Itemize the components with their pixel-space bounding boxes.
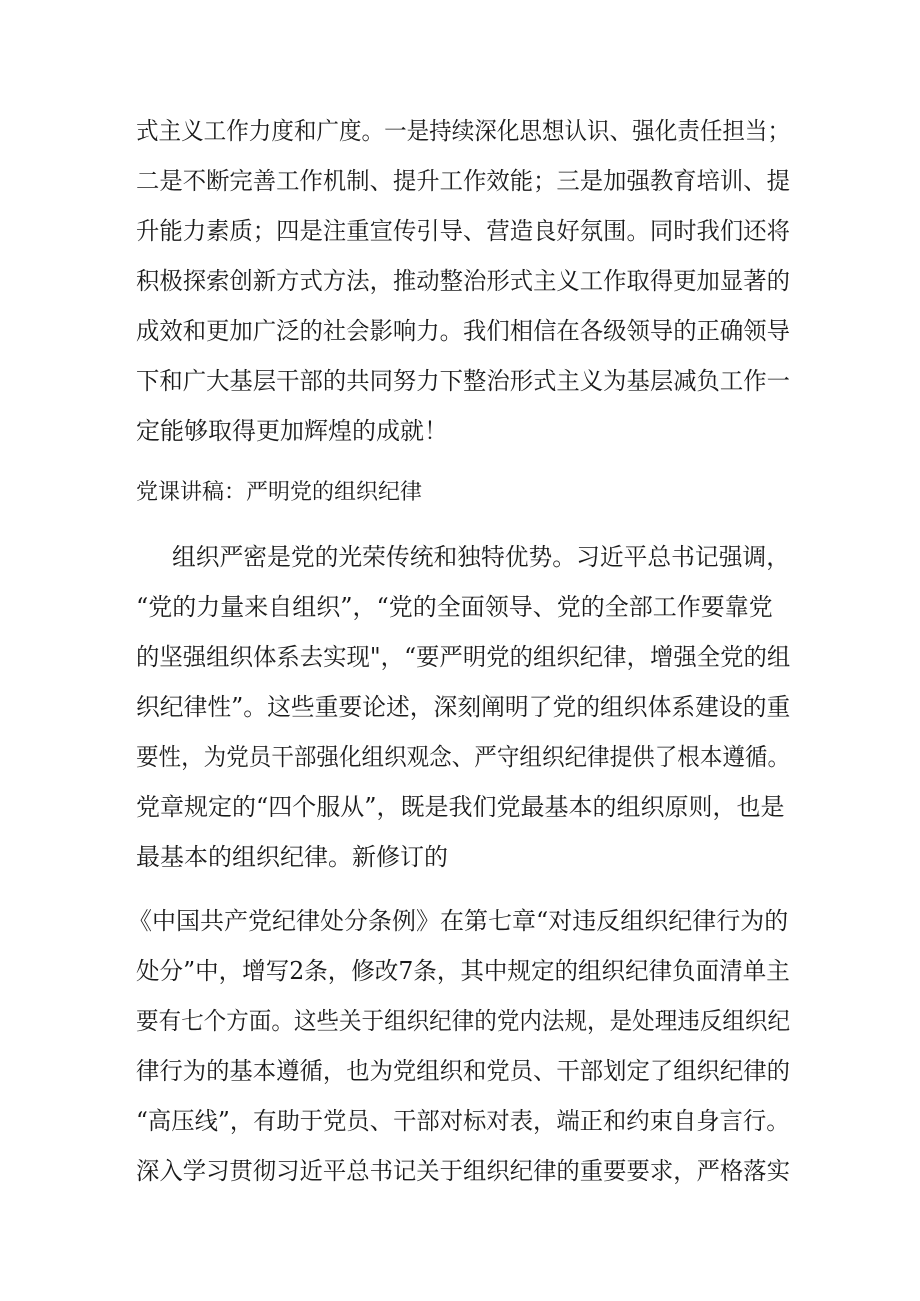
text-line: 要性，为党员干部强化组织观念、严守组织纪律提供了根本遵循。 — [136, 743, 791, 771]
text-line: 《中国共产党纪律处分条例》在第七章“对违反组织纪律行为的 — [128, 907, 789, 935]
text-line: 积极探索创新方式方法，推动整治形式主义工作取得更加显著的 — [136, 267, 790, 295]
text-line: 成效和更加广泛的社会影响力。我们相信在各级领导的正确领导 — [136, 317, 790, 345]
text-line: 党章规定的“四个服从”，既是我们党最基本的组织原则，也是 — [136, 793, 785, 821]
text-line: “高压线”，有助于党员、干部对标对表，端正和约束自身言行。 — [136, 1107, 790, 1135]
text-line: 最基本的组织纪律。新修订的 — [136, 843, 448, 871]
text-line: “党的力量来自组织”，“党的全面领导、党的全部工作要靠党 — [136, 593, 773, 621]
text-line: 处分”中，增写2条，修改7条，其中规定的组织纪律负面清单主 — [136, 957, 790, 985]
text-line: 定能够取得更加辉煌的成就！ — [136, 417, 448, 445]
section-title: 党课讲稿：严明党的组织纪律 — [136, 480, 423, 505]
text-line: 深入学习贯彻习近平总书记关于组织纪律的重要要求，严格落实 — [136, 1157, 790, 1185]
text-line: 律行为的基本遵循，也为党组织和党员、干部划定了组织纪律的 — [136, 1057, 790, 1085]
text-line: 组织严密是党的光荣传统和独特优势。习近平总书记强调， — [172, 543, 791, 571]
text-line: 的坚强组织体系去实现"，“要严明党的组织纪律，增强全党的组 — [136, 643, 791, 671]
text-line: 二是不断完善工作机制、提升工作效能；三是加强教育培训、提 — [136, 167, 790, 195]
text-line: 织纪律性”。这些重要论述，深刻阐明了党的组织体系建设的重 — [136, 693, 791, 721]
text-line: 下和广大基层干部的共同努力下整治形式主义为基层减负工作一 — [136, 367, 790, 395]
text-line: 要有七个方面。这些关于组织纪律的党内法规，是处理违反组织纪 — [136, 1007, 791, 1035]
text-line: 式主义工作力度和广度。一是持续深化思想认识、强化责任担当； — [136, 117, 791, 145]
text-line: 升能力素质；四是注重宣传引导、营造良好氛围。同时我们还将 — [136, 217, 790, 245]
